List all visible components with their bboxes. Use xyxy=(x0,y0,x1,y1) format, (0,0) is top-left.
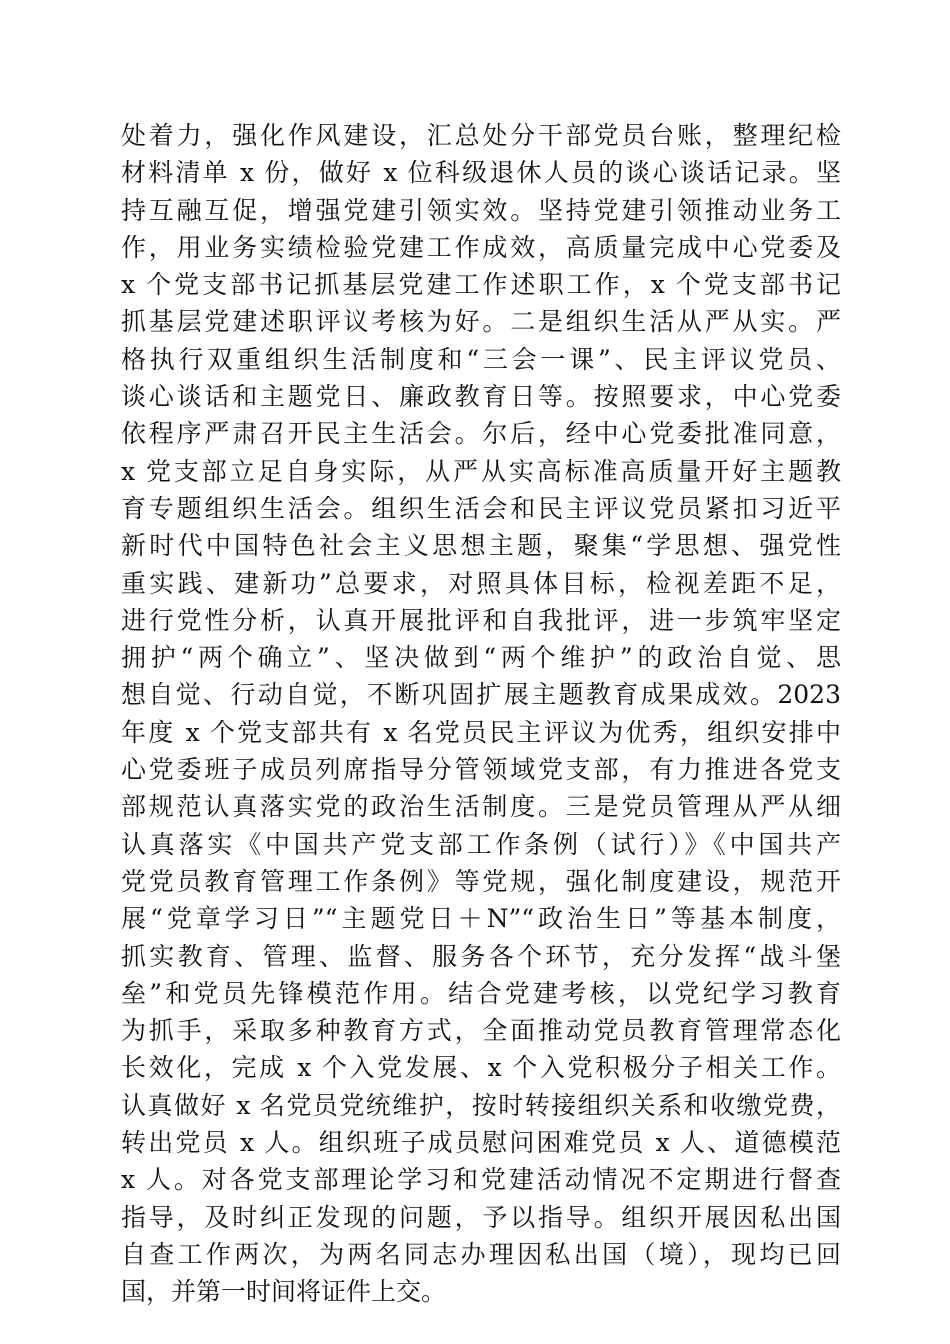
text-line: 为抓手，采取多种教育方式，全面推动党员教育管理常态化 xyxy=(121,1016,841,1046)
text-line: 进行党性分析，认真开展批评和自我批评，进一步筑牢坚定 xyxy=(121,605,841,635)
text-line: 重实践、建新功”总要求，对照具体目标，检视差距不足， xyxy=(121,568,841,598)
text-line: 持互融互促，增强党建引领实效。坚持党建引领推动业务工 xyxy=(121,195,841,225)
text-line: 抓基层党建述职评议考核为好。二是组织生活从严从实。严 xyxy=(121,307,841,337)
text-line: 指导，及时纠正发现的问题，予以指导。组织开展因私出国 xyxy=(121,1202,841,1232)
text-line: 作，用业务实绩检验党建工作成效，高质量完成中心党委及 xyxy=(121,232,841,262)
text-line: 国，并第一时间将证件上交。 xyxy=(121,1277,447,1307)
text-line: 垒”和党员先锋模范作用。结合党建考核，以党纪学习教育 xyxy=(121,978,841,1008)
text-line: 认真落实《中国共产党支部工作条例（试行）》《中国共产 xyxy=(121,829,841,859)
text-line: x 党支部立足自身实际，从严从实高标准高质量开好主题教 xyxy=(121,456,841,486)
text-line: 格执行双重组织生活制度和“三会一课”、民主评议党员、 xyxy=(121,344,841,374)
text-line: 自查工作两次，为两名同志办理因私出国（境），现均已回 xyxy=(121,1239,841,1269)
text-line: 长效化，完成 x 个入党发展、x 个入党积极分子相关工作。 xyxy=(121,1053,841,1083)
text-line: 认真做好 x 名党员党统维护，按时转接组织关系和收缴党费， xyxy=(121,1090,841,1120)
text-line: 育专题组织生活会。组织生活会和民主评议党员紧扣习近平 xyxy=(121,493,841,523)
text-line: 转出党员 x 人。组织班子成员慰问困难党员 x 人、道德模范 xyxy=(121,1128,841,1158)
text-line: 党党员教育管理工作条例》等党规，强化制度建设，规范开 xyxy=(121,866,841,896)
text-line: x 个党支部书记抓基层党建工作述职工作，x 个党支部书记 xyxy=(121,270,841,300)
text-line: 谈心谈话和主题党日、廉政教育日等。按照要求，中心党委 xyxy=(121,382,841,412)
text-line: 抓实教育、管理、监督、服务各个环节，充分发挥“战斗堡 xyxy=(121,941,841,971)
text-line: 展“党章学习日”“主题党日＋N”“政治生日”等基本制度， xyxy=(121,904,841,934)
text-line: x 人。对各党支部理论学习和党建活动情况不定期进行督查 xyxy=(121,1165,841,1195)
text-line: 处着力，强化作风建设，汇总处分干部党员台账，整理纪检 xyxy=(121,121,841,150)
text-line: 部规范认真落实党的政治生活制度。三是党员管理从严从细 xyxy=(121,792,841,822)
text-line: 材料清单 x 份，做好 x 位科级退休人员的谈心谈话记录。坚 xyxy=(121,158,841,188)
text-line: 心党委班子成员列席指导分管领域党支部，有力推进各党支 xyxy=(121,755,841,785)
body-text xyxy=(121,117,841,1311)
text-line: 拥护“两个确立”、坚决做到“两个维护”的政治自觉、思 xyxy=(121,643,841,673)
text-line: 想自觉、行动自觉，不断巩固扩展主题教育成果成效。2023 xyxy=(121,680,841,710)
text-line: 依程序严肃召开民主生活会。尔后，经中心党委批准同意， xyxy=(121,419,841,449)
text-line: 年度 x 个党支部共有 x 名党员民主评议为优秀，组织安排中 xyxy=(121,717,841,747)
text-line: 新时代中国特色社会主义思想主题，聚集“学思想、强党性 xyxy=(121,531,841,561)
